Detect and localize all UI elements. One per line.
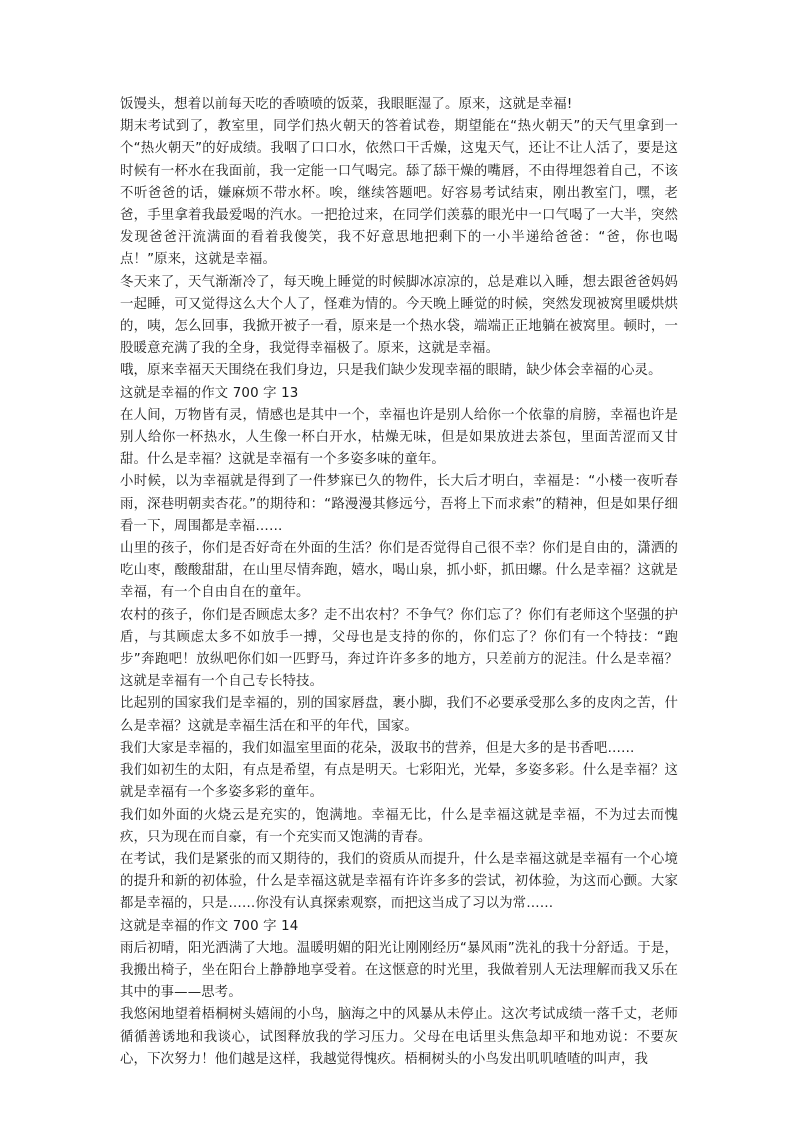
paragraph: 雨后初晴，阳光洒满了大地。温暖明媚的阳光让刚刚经历“暴风雨”洗礼的我十分舒适。于是，我搬出椅子，坐在阳台上静静地享受着。在这惬意的时光里，我做着别人无法理解而我又乐在其中的事——思考。 xyxy=(120,940,678,1001)
paragraph: 饭馒头，想着以前每天吃的香喷喷的饭菜，我眼眶湿了。原来，这就是幸福! xyxy=(120,97,573,112)
paragraph: 比起别的国家我们是幸福的，别的国家唇盘，裹小脚，我们不必要承受那么多的皮肉之苦，什么是幸福？这就是幸福生活在和平的年代，国家。 xyxy=(120,696,678,734)
paragraph: 小时候，以为幸福就是得到了一件梦寐已久的物件，长大后才明白，幸福是：“小楼一夜听春雨，深巷明朝卖杏花。”的期待和：“路漫漫其修远兮，吾将上下而求索”的精神，但是如果仔细看一下，周围都是幸福…… xyxy=(120,474,678,534)
paragraph: 冬天来了，天气渐渐冷了，每天晚上睡觉的时候脚冰凉凉的，总是难以入睡，想去跟爸爸妈妈一起睡，可又觉得这么大个人了，怪难为情的。今天晚上睡觉的时候，突然发现被窝里暖烘烘的，咦，怎么回事，我掀开被子一看，原来是一个热水袋，端端正正地躺在被窝里。顿时，一股暖意充满了我的全身，我觉得幸福极了。原来，这就是幸福。 xyxy=(120,274,678,357)
essay-heading: 这就是幸福的作文 700 字 14 xyxy=(120,918,299,934)
paragraph: 山里的孩子，你们是否好奇在外面的生活？你们是否觉得自己很不幸？你们是自由的，潇洒的吃山枣，酸酸甜甜，在山里尽情奔跑，嬉水，喝山泉，抓小虾，抓田螺。什么是幸福？这就是幸福，有一个自由自在的童年。 xyxy=(120,541,678,601)
paragraph: 我们如外面的火烧云是充实的，饱满地。幸福无比，什么是幸福这就是幸福，不为过去而愧疚，只为现在而自豪，有一个充实而又饱满的青春。 xyxy=(120,807,678,845)
paragraph: 我们如初生的太阳，有点是希望，有点是明天。七彩阳光，光晕，多姿多彩。什么是幸福？这就是幸福有一个多姿多彩的童年。 xyxy=(120,763,678,801)
paragraph: 哦，原来幸福天天围绕在我们身边，只是我们缺少发现幸福的眼睛，缺少体会幸福的心灵。 xyxy=(120,363,662,379)
paragraph: 我们大家是幸福的，我们如温室里面的花朵，汲取书的营养，但是大多的是书香吧…… xyxy=(120,740,635,756)
paragraph: 在人间，万物皆有灵，情感也是其中一个，幸福也许是别人给你一个依靠的肩膀，幸福也许是别人给你一杯热水，人生像一杯白开水，枯燥无味，但是如果放进去茶包，里面苦涩而又甘甜。什么是幸福？这就是幸福有一个多姿多味的童年。 xyxy=(120,407,678,468)
paragraph: 期末考试到了，教室里，同学们热火朝天的答着试卷，期望能在“热火朝天”的天气里拿到一个“热火朝天”的好成绩。我咽了口口水，依然口干舌燥，这鬼天气，还让不让人活了，要是这时候有一杯水在我面前，我一定能一口气喝完。舔了舔干燥的嘴唇，不由得埋怨着自己，不该不听爸爸的话，嫌麻烦不带水杯。唉，继续答题吧。好容易考试结束，刚出教室门，嘿，老爸，手里拿着我最爱喝的汽水。一把抢过来，在同学们羡慕的眼光中一口气喝了一大半，突然发现爸爸汗流满面的看着我傻笑，我不好意思地把剩下的一小半递给爸爸：“爸，你也喝点！”原来，这就是幸福。 xyxy=(120,119,678,268)
essay-heading: 这就是幸福的作文 700 字 13 xyxy=(120,385,299,401)
paragraph: 农村的孩子，你们是否顾虑太多？走不出农村？不争气？你们忘了？你们有老师这个坚强的护盾，与其顾虑太多不如放手一搏，父母也是支持的你的，你们忘了？你们有一个特技：“跑步”奔跑吧！放纵吧你们如一匹野马，奔过许许多多的地方，只差前方的泥洼。什么是幸福？这就是幸福有一个自己专长特技。 xyxy=(120,607,678,690)
paragraph: 我悠闲地望着梧桐树头嬉闹的小鸟，脑海之中的风暴从未停止。这次考试成绩一落千丈，老师循循善诱地和我谈心，试图释放我的学习压力。父母在电话里头焦急却平和地劝说：不要灰心，下次努力！他们越是这样，我越觉得愧疚。梧桐树头的小鸟发出叽叽喳喳的叫声，我 xyxy=(120,1007,678,1067)
paragraph: 在考试，我们是紧张的而又期待的，我们的资质从而提升，什么是幸福这就是幸福有一个心境的提升和新的初体验，什么是幸福这就是幸福有许许多多的尝试，初体验，为这而心颤。大家都是幸福的，只是……你没有认真探索观察，而把这当成了习以为常…… xyxy=(120,851,678,912)
document-page xyxy=(120,94,678,1071)
